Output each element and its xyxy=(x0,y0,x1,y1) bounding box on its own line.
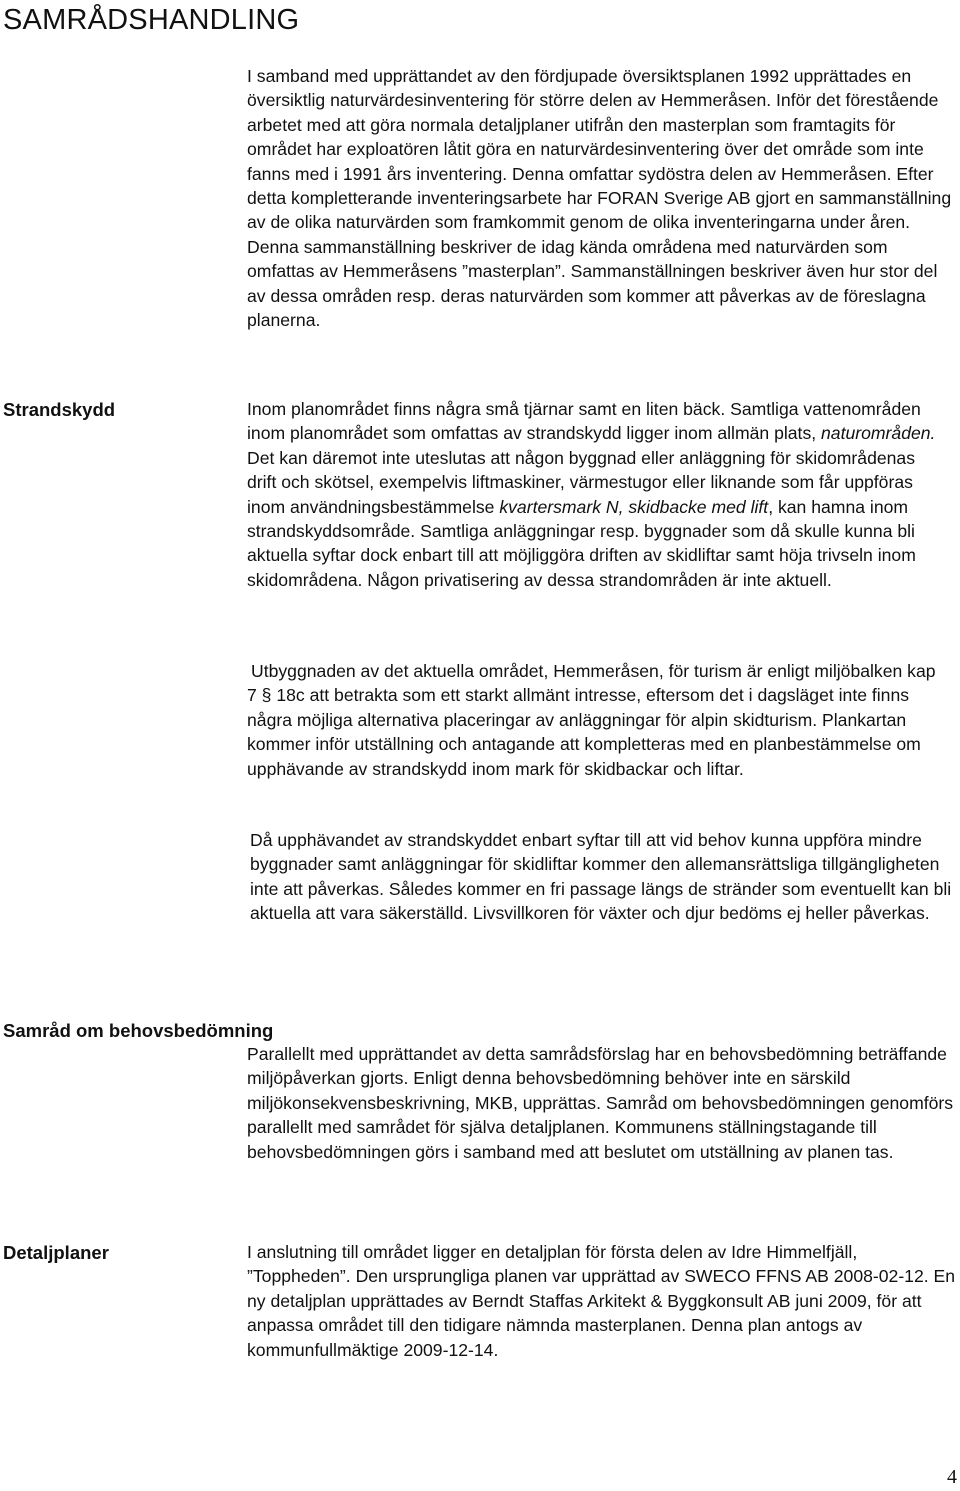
section-heading-detaljplaner: Detaljplaner xyxy=(3,1242,109,1263)
page-number: 4 xyxy=(947,1466,957,1488)
emphasis-naturomraden: naturområden. xyxy=(821,423,936,444)
section-heading-behovsbedomning: Samråd om behovsbedömning xyxy=(3,1020,274,1041)
behovsbedomning-paragraph: Parallellt med upprättandet av detta samrådsförslag har en behovsbedömning beträffande miljöpåverkan gjorts. Enligt denna behovsbedömning behöver inte en särskild miljökonsekvensbeskrivning, MKB, upprättas. Samråd om behovsbedömningen genomförs parallellt med samrådet för själva detaljplanen. Kommunens ställningstagande till behovsbedömningen görs i samband med att beslutet om utställning av planen tas. xyxy=(247,1044,954,1162)
detaljplaner-paragraph: I anslutning till området ligger en detaljplan för första delen av Idre Himmelfjäll, ”Toppheden”. Den ursprungliga planen var upprättad av SWECO FFNS AB 2008-02-12. En ny detaljplan upprättades av Berndt Staffas Arkitekt & Byggkonsult AB juni 2009, för att anpassa området till den tidigare nämnda masterplanen. Denna plan antogs av kommunfullmäktige 2009-12-14. xyxy=(247,1242,956,1360)
page-title: SAMRÅDSHANDLING xyxy=(3,4,300,36)
strandskydd-paragraph-1 xyxy=(247,397,937,592)
strandskydd-paragraph-3: Då upphävandet av strandskyddet enbart syftar till att vid behov kunna uppföra mindre byggnader samt anläggningar för skidliftar kommer den allemansrättsliga tillgängligheten inte att påverkas. Således kommer en fri passage längs de stränder som eventuellt kan bli aktuella att vara säkerställd. Livsvillkoren för växter och djur bedöms ej heller påverkas. xyxy=(250,830,952,924)
strandskydd-paragraph-2: Utbyggnaden av det aktuella området, Hemmeråsen, för turism är enligt miljöbalken kap 7 § 18c att betrakta som ett starkt allmänt intresse, eftersom det i dagsläget inte finns några möjliga alternativa placeringar av anläggningar för alpin skidturism. Plankartan kommer inför utställning och antagande att kompletteras med en planbestämmelse om upphävande av strandskydd inom mark för skidbackar och liftar. xyxy=(247,661,936,779)
strandskydd-text-part-2: Det kan däremot inte uteslutas att någon byggnad eller anläggning för skidområdenas drift och skötsel, exempelvis liftmaskiner, värmestugor eller liknande som får uppföras inom användningsbestämmelse xyxy=(247,447,916,517)
intro-paragraph: I samband med upprättandet av den fördjupade översiktsplanen 1992 upprättades en översiktlig naturvärdesinventering för större delen av Hemmeråsen. Inför det förestående arbetet med att göra normala detaljplaner utifrån den masterplan som framtagits för området har exploatören låtit göra en naturvärdesinventering över det område som inte fanns med i 1991 års inventering. Denna omfattar sydöstra delen av Hemmeråsen. Efter detta kompletterande inventeringsarbete har FORAN Sverige AB gjort en sammanställning av de olika naturvärden som framkommit genom de olika inventeringarna under åren. Denna sammanställning beskriver de idag kända områdena med naturvärden som omfattas av Hemmeråsens ”masterplan”. Sammanställningen beskriver även hur stor del av dessa områden resp. deras naturvärden som kommer att påverkas av de föreslagna planerna. xyxy=(247,66,952,331)
emphasis-kvartersmark: kvartersmark N, skidbacke med lift xyxy=(499,496,769,517)
section-heading-strandskydd: Strandskydd xyxy=(3,399,116,420)
strandskydd-text-part-3: , kan hamna inom strandskyddsområde. Samtliga anläggningar resp. byggnader som då skulle kunna bli aktuella syftar dock enbart till att möjliggöra driften av skidliftar samt höja trivseln inom skidområdena. Någon privatisering av dessa strandområden är inte aktuell. xyxy=(247,496,916,590)
strandskydd-text-part-1: Inom planområdet finns några små tjärnar samt en liten bäck. Samtliga vattenområden inom planområdet som omfattas av strandskydd ligger inom allmän plats, xyxy=(247,399,921,444)
